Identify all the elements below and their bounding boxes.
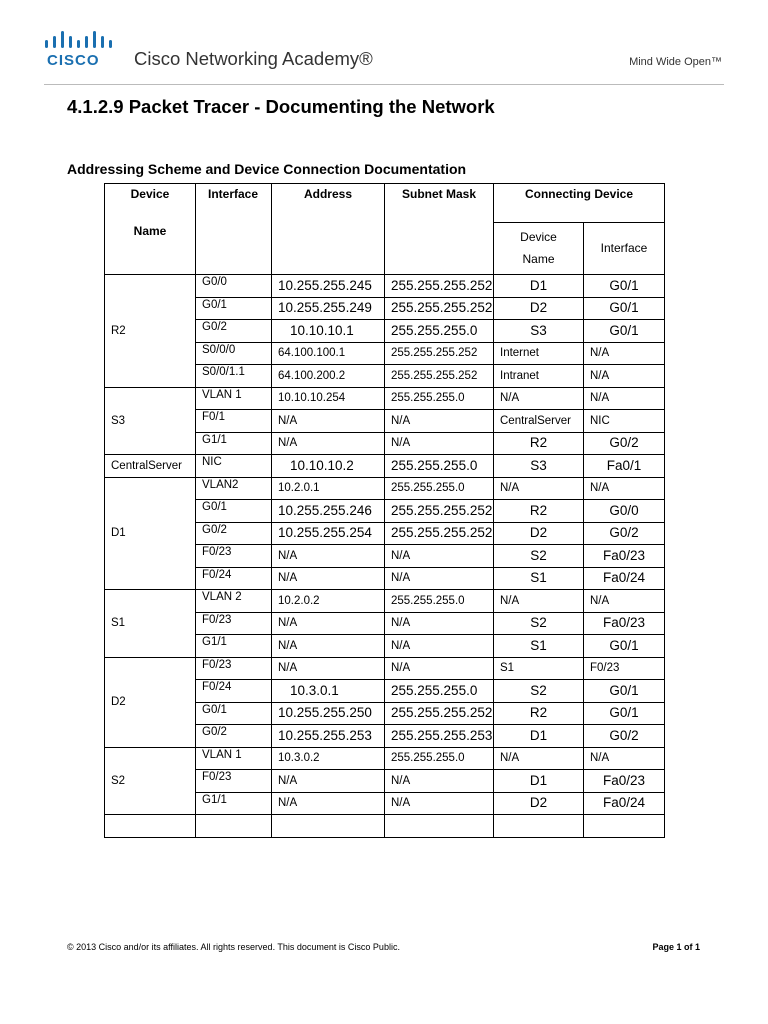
interface-cell: F0/23 (196, 545, 272, 568)
header-conn-device (494, 222, 584, 275)
addressing-table-body (105, 184, 665, 838)
conn-device-cell: R2 (494, 500, 584, 523)
header-connecting-device: Connecting Device (494, 184, 665, 223)
addressing-table (104, 183, 665, 838)
device-name-cell: S2 (105, 747, 196, 815)
subnet-cell: 255.255.255.253 (385, 725, 494, 748)
conn-interface-cell: G0/1 (584, 702, 665, 725)
address-cell: 10.255.255.245 (272, 275, 385, 298)
conn-interface-cell: N/A (584, 387, 665, 410)
conn-interface-cell: F0/23 (584, 657, 665, 680)
table-header-row (105, 184, 665, 223)
header-device: Device (105, 184, 196, 223)
interface-cell: F0/23 (196, 657, 272, 680)
interface-cell: G1/1 (196, 432, 272, 455)
header-interface: Interface (196, 184, 272, 275)
interface-cell: G0/2 (196, 725, 272, 748)
empty-cell (494, 815, 584, 838)
interface-cell: VLAN 1 (196, 747, 272, 770)
address-cell: N/A (272, 612, 385, 635)
subnet-cell: N/A (385, 612, 494, 635)
interface-cell: F0/24 (196, 567, 272, 590)
conn-device-cell: S2 (494, 612, 584, 635)
conn-interface-cell: G0/2 (584, 725, 665, 748)
academy-title: Cisco Networking Academy® (134, 48, 373, 69)
conn-device-cell: D2 (494, 522, 584, 545)
interface-cell: F0/1 (196, 410, 272, 433)
conn-interface-cell: G0/1 (584, 297, 665, 320)
conn-interface-cell: Fa0/24 (584, 792, 665, 815)
interface-cell: G1/1 (196, 635, 272, 658)
address-cell: N/A (272, 432, 385, 455)
conn-device-cell: CentralServer (494, 410, 584, 433)
conn-device-cell: D1 (494, 275, 584, 298)
conn-interface-cell: Fa0/24 (584, 567, 665, 590)
conn-interface-cell: NIC (584, 410, 665, 433)
address-cell: 10.255.255.254 (272, 522, 385, 545)
table-row (105, 387, 665, 410)
interface-cell: S0/0/1.1 (196, 365, 272, 388)
conn-device-cell: D2 (494, 792, 584, 815)
subnet-cell: 255.255.255.252 (385, 500, 494, 523)
header-divider (44, 84, 724, 85)
empty-cell (385, 815, 494, 838)
cisco-logo (44, 28, 124, 70)
empty-cell (196, 815, 272, 838)
address-cell: N/A (272, 770, 385, 793)
conn-interface-cell: G0/1 (584, 680, 665, 703)
address-cell: 10.10.10.1 (272, 320, 385, 343)
address-cell: N/A (272, 657, 385, 680)
address-cell: N/A (272, 792, 385, 815)
header-name: Name (105, 222, 196, 275)
header-conn-device-label: Device (520, 230, 557, 245)
interface-cell: S0/0/0 (196, 342, 272, 365)
device-name-cell: S1 (105, 590, 196, 658)
conn-device-cell: S1 (494, 657, 584, 680)
interface-cell: VLAN2 (196, 477, 272, 500)
interface-cell: F0/23 (196, 612, 272, 635)
interface-cell: G0/1 (196, 702, 272, 725)
conn-interface-cell: Fa0/23 (584, 612, 665, 635)
conn-interface-cell: Fa0/23 (584, 770, 665, 793)
subnet-cell: 255.255.255.0 (385, 477, 494, 500)
empty-cell (105, 815, 196, 838)
copyright: © 2013 Cisco and/or its affiliates. All rights reserved. This document is Cisco Public. (67, 942, 400, 952)
address-cell: 10.2.0.2 (272, 590, 385, 613)
device-name-cell: S3 (105, 387, 196, 455)
tagline: Mind Wide Open™ (629, 56, 722, 68)
address-cell: 10.3.0.1 (272, 680, 385, 703)
interface-cell: G0/2 (196, 522, 272, 545)
address-cell: N/A (272, 545, 385, 568)
subnet-cell: 255.255.255.0 (385, 680, 494, 703)
subnet-cell: 255.255.255.252 (385, 365, 494, 388)
conn-interface-cell: G0/2 (584, 432, 665, 455)
interface-cell: VLAN 1 (196, 387, 272, 410)
page-number: Page 1 of 1 (652, 942, 700, 952)
conn-device-cell: D1 (494, 770, 584, 793)
conn-interface-cell: G0/0 (584, 500, 665, 523)
table-row (105, 455, 665, 478)
conn-device-cell: Intranet (494, 365, 584, 388)
interface-cell: G0/1 (196, 297, 272, 320)
conn-interface-cell: Fa0/23 (584, 545, 665, 568)
address-cell: 10.255.255.249 (272, 297, 385, 320)
address-cell: 10.3.0.2 (272, 747, 385, 770)
address-cell: N/A (272, 410, 385, 433)
conn-device-cell: Internet (494, 342, 584, 365)
subnet-cell: N/A (385, 635, 494, 658)
interface-cell: VLAN 2 (196, 590, 272, 613)
subnet-cell: 255.255.255.252 (385, 702, 494, 725)
address-cell: 10.255.255.250 (272, 702, 385, 725)
address-cell: 64.100.200.2 (272, 365, 385, 388)
subnet-cell: N/A (385, 410, 494, 433)
conn-device-cell: D1 (494, 725, 584, 748)
subnet-cell: 255.255.255.252 (385, 342, 494, 365)
interface-cell: G0/1 (196, 500, 272, 523)
cisco-bars-icon (44, 28, 118, 50)
subnet-cell: N/A (385, 545, 494, 568)
table-row (105, 657, 665, 680)
subnet-cell: 255.255.255.252 (385, 275, 494, 298)
conn-device-cell: N/A (494, 747, 584, 770)
conn-device-cell: N/A (494, 387, 584, 410)
conn-device-cell: R2 (494, 702, 584, 725)
subnet-cell: N/A (385, 657, 494, 680)
header-address: Address (272, 184, 385, 275)
subnet-cell: 255.255.255.0 (385, 455, 494, 478)
subnet-cell: N/A (385, 432, 494, 455)
conn-interface-cell: N/A (584, 747, 665, 770)
table-row (105, 747, 665, 770)
conn-device-cell: S3 (494, 320, 584, 343)
conn-interface-cell: N/A (584, 342, 665, 365)
subnet-cell: 255.255.255.252 (385, 297, 494, 320)
subnet-cell: N/A (385, 770, 494, 793)
subnet-cell: 255.255.255.0 (385, 590, 494, 613)
address-cell: 10.255.255.246 (272, 500, 385, 523)
conn-interface-cell: G0/1 (584, 320, 665, 343)
conn-device-cell: S3 (494, 455, 584, 478)
address-cell: N/A (272, 635, 385, 658)
subnet-cell: N/A (385, 792, 494, 815)
conn-interface-cell: G0/1 (584, 275, 665, 298)
interface-cell: G0/0 (196, 275, 272, 298)
conn-device-cell: N/A (494, 590, 584, 613)
conn-interface-cell: G0/1 (584, 635, 665, 658)
header-subnet: Subnet Mask (385, 184, 494, 275)
conn-device-cell: S1 (494, 567, 584, 590)
table-row (105, 275, 665, 298)
subnet-cell: 255.255.255.0 (385, 320, 494, 343)
table-row (105, 590, 665, 613)
conn-interface-cell: N/A (584, 590, 665, 613)
subnet-cell: N/A (385, 567, 494, 590)
conn-device-cell: S1 (494, 635, 584, 658)
subnet-cell: 255.255.255.252 (385, 522, 494, 545)
device-name-cell: D1 (105, 477, 196, 590)
device-name-cell: CentralServer (105, 455, 196, 478)
conn-interface-cell: N/A (584, 477, 665, 500)
empty-cell (272, 815, 385, 838)
device-name-cell: D2 (105, 657, 196, 747)
interface-cell: G1/1 (196, 792, 272, 815)
address-cell: 10.10.10.254 (272, 387, 385, 410)
address-cell: 64.100.100.1 (272, 342, 385, 365)
section-title: Addressing Scheme and Device Connection Documentation (67, 161, 467, 177)
interface-cell: F0/23 (196, 770, 272, 793)
address-cell: 10.2.0.1 (272, 477, 385, 500)
empty-cell (584, 815, 665, 838)
address-cell: 10.255.255.253 (272, 725, 385, 748)
interface-cell: G0/2 (196, 320, 272, 343)
conn-interface-cell: G0/2 (584, 522, 665, 545)
address-cell: 10.10.10.2 (272, 455, 385, 478)
header-conn-name-label: Name (522, 252, 555, 267)
page-title: 4.1.2.9 Packet Tracer - Documenting the Network (67, 96, 495, 117)
header-conn-interface: Interface (584, 222, 665, 275)
conn-device-cell: R2 (494, 432, 584, 455)
interface-cell: F0/24 (196, 680, 272, 703)
device-name-cell: R2 (105, 275, 196, 388)
conn-device-cell: S2 (494, 680, 584, 703)
conn-interface-cell: N/A (584, 365, 665, 388)
interface-cell: NIC (196, 455, 272, 478)
conn-device-cell: S2 (494, 545, 584, 568)
conn-interface-cell: Fa0/1 (584, 455, 665, 478)
cisco-wordmark: CISCO (47, 52, 100, 69)
conn-device-cell: N/A (494, 477, 584, 500)
address-cell: N/A (272, 567, 385, 590)
subnet-cell: 255.255.255.0 (385, 747, 494, 770)
empty-row (105, 815, 665, 838)
conn-device-cell: D2 (494, 297, 584, 320)
table-row (105, 477, 665, 500)
subnet-cell: 255.255.255.0 (385, 387, 494, 410)
